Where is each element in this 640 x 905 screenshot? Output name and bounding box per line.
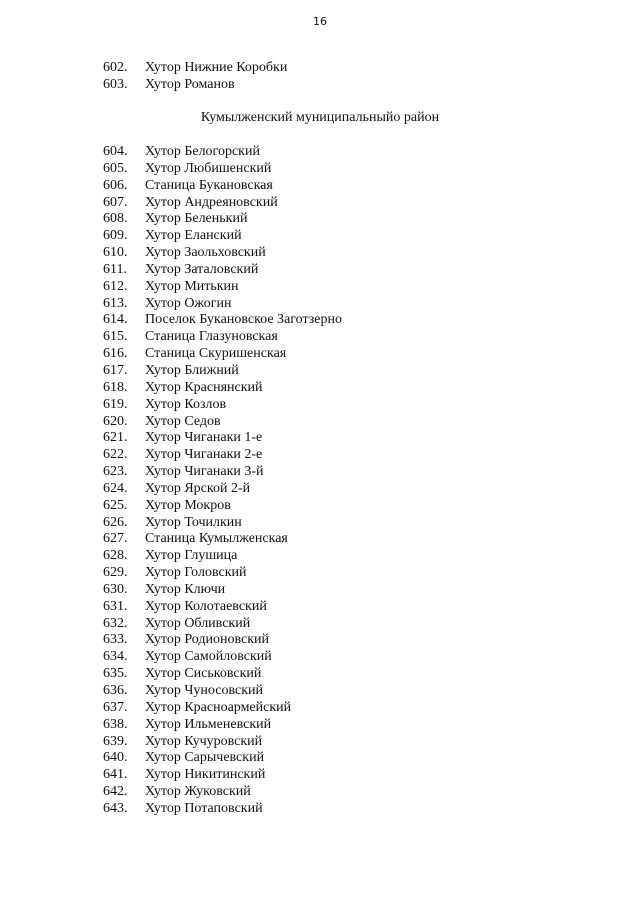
item-number: 617. (103, 362, 128, 378)
list-item (103, 397, 342, 414)
item-name: Хутор Обливский (145, 615, 251, 631)
item-name: Хутор Чиганаки 3-й (145, 464, 264, 480)
list-item (103, 616, 342, 633)
list-item (103, 430, 342, 447)
item-number: 631. (103, 598, 128, 614)
section-heading: Кумылженский муниципальныйо район (200, 110, 440, 125)
list-item (103, 346, 342, 363)
item-number: 637. (103, 699, 128, 715)
item-number: 627. (103, 531, 128, 547)
page-number: 16 (313, 15, 327, 28)
item-name: Хутор Колотаевский (145, 598, 267, 614)
item-number: 620. (103, 413, 128, 429)
item-name: Хутор Мокров (145, 497, 231, 513)
list-item (103, 211, 342, 228)
list-item (103, 531, 342, 548)
item-name: Хутор Седов (145, 413, 221, 429)
item-name: Хутор Никитинский (145, 767, 266, 783)
item-number: 613. (103, 295, 128, 311)
item-number: 616. (103, 346, 128, 362)
item-number: 611. (103, 261, 127, 277)
list-item (103, 632, 342, 649)
item-name: Хутор Еланский (145, 228, 242, 244)
item-number: 640. (103, 750, 128, 766)
item-number: 638. (103, 716, 128, 732)
list-item (103, 447, 342, 464)
item-name: Хутор Красноармейский (145, 699, 292, 715)
list-item (103, 734, 342, 751)
list-item (103, 296, 342, 313)
item-number: 642. (103, 784, 128, 800)
item-number: 610. (103, 245, 128, 261)
item-name: Хутор Заталовский (145, 261, 259, 277)
item-name: Хутор Нижние Коробки (145, 60, 288, 75)
list-item (103, 801, 342, 818)
item-number: 618. (103, 379, 128, 395)
item-number: 604. (103, 144, 128, 159)
list-item (103, 228, 342, 245)
settlement-list-previous (103, 60, 287, 94)
item-name: Хутор Романов (145, 76, 235, 92)
list-item (103, 498, 342, 515)
list-item (103, 565, 342, 582)
item-number: 612. (103, 278, 128, 294)
item-name: Поселок Букановское Заготзерно (145, 312, 343, 328)
item-number: 615. (103, 329, 128, 345)
item-name: Хутор Митькин (145, 278, 239, 294)
list-item (103, 245, 342, 262)
item-name: Хутор Родионовский (145, 632, 269, 648)
item-number: 633. (103, 632, 128, 648)
item-name: Хутор Ярской 2-й (145, 480, 251, 496)
list-item (103, 750, 342, 767)
list-item (103, 161, 342, 178)
item-name: Хутор Белогорский (145, 144, 260, 159)
item-number: 609. (103, 228, 128, 244)
list-item (103, 380, 342, 397)
item-number: 619. (103, 396, 128, 412)
list-item (103, 481, 342, 498)
item-number: 639. (103, 733, 128, 749)
item-number: 614. (103, 312, 128, 328)
item-name: Хутор Чиганаки 1-е (145, 430, 263, 446)
list-item (103, 515, 342, 532)
item-name: Хутор Сиськовский (145, 666, 262, 682)
list-item (103, 144, 342, 161)
item-name: Хутор Глушица (145, 548, 238, 564)
list-item (103, 767, 342, 784)
list-item (103, 312, 342, 329)
list-item (103, 178, 342, 195)
item-name: Станица Кумылженская (145, 531, 288, 547)
list-item (103, 683, 342, 700)
item-number: 602. (103, 60, 128, 75)
item-name: Хутор Самойловский (145, 649, 272, 665)
item-number: 629. (103, 565, 128, 581)
item-number: 626. (103, 514, 128, 530)
item-number: 635. (103, 666, 128, 682)
item-name: Станица Букановская (145, 177, 273, 193)
item-number: 641. (103, 767, 128, 783)
settlement-list (103, 144, 342, 818)
list-item (103, 717, 342, 734)
item-number: 608. (103, 211, 128, 227)
list-item (103, 77, 287, 94)
item-name: Хутор Ближний (145, 362, 239, 378)
item-number: 605. (103, 160, 128, 176)
list-item (103, 464, 342, 481)
item-name: Хутор Козлов (145, 396, 227, 412)
list-item (103, 329, 342, 346)
list-item (103, 279, 342, 296)
item-number: 632. (103, 615, 128, 631)
item-name: Хутор Сарычевский (145, 750, 265, 766)
item-name: Хутор Заольховский (145, 245, 266, 261)
item-name: Хутор Краснянский (145, 379, 263, 395)
item-name: Хутор Кучуровский (145, 733, 263, 749)
item-number: 621. (103, 430, 128, 446)
item-number: 622. (103, 447, 128, 463)
item-name: Хутор Чиганаки 2-е (145, 447, 263, 463)
item-number: 606. (103, 177, 128, 193)
item-number: 628. (103, 548, 128, 564)
item-name: Хутор Точилкин (145, 514, 242, 530)
item-name: Хутор Любишенский (145, 160, 272, 176)
list-item (103, 582, 342, 599)
item-number: 625. (103, 497, 128, 513)
item-number: 623. (103, 464, 128, 480)
item-number: 636. (103, 683, 128, 698)
list-item (103, 784, 342, 801)
list-item (103, 363, 342, 380)
item-name: Хутор Жуковский (145, 784, 251, 800)
item-number: 634. (103, 649, 128, 665)
list-item (103, 666, 342, 683)
list-item (103, 262, 342, 279)
list-item (103, 700, 342, 717)
item-number: 630. (103, 581, 128, 597)
item-name: Хутор Андреяновский (145, 194, 278, 210)
list-item (103, 414, 342, 431)
item-name: Хутор Беленький (145, 211, 248, 227)
list-item (103, 60, 287, 77)
item-name: Хутор Потаповский (145, 800, 263, 816)
item-name: Станица Скуришенская (145, 346, 287, 362)
item-name: Станица Глазуновская (145, 329, 278, 345)
list-item (103, 649, 342, 666)
list-item (103, 599, 342, 616)
list-item (103, 195, 342, 212)
item-name: Хутор Ильменевский (145, 716, 272, 732)
item-number: 643. (103, 800, 128, 816)
list-item (103, 548, 342, 565)
item-number: 624. (103, 480, 128, 496)
item-name: Хутор Головский (145, 565, 247, 581)
item-number: 607. (103, 194, 128, 210)
item-number: 603. (103, 76, 128, 92)
item-name: Хутор Чуносовский (145, 683, 263, 698)
item-name: Хутор Ключи (145, 581, 226, 597)
item-name: Хутор Ожогин (145, 295, 232, 311)
